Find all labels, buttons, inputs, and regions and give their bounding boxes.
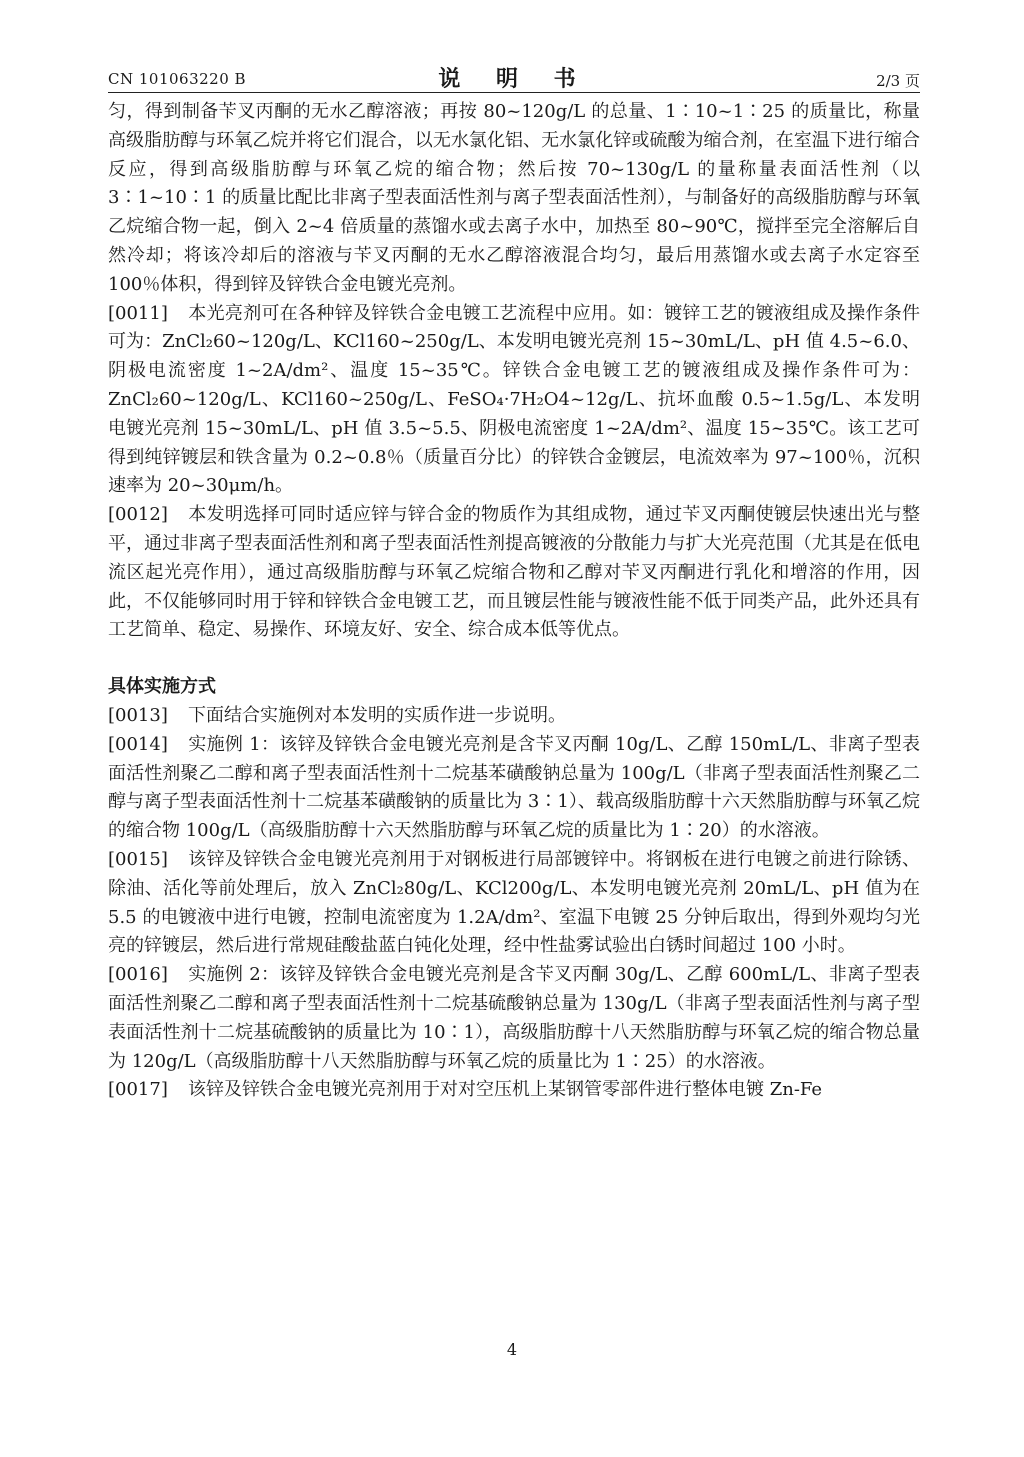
page-number: 4 [506, 1340, 518, 1359]
paragraph-number: [0015] [108, 848, 168, 870]
paragraph [108, 961, 920, 1076]
header-rule [108, 92, 920, 93]
page-fraction: 2/3 页 [876, 72, 920, 90]
paragraph-text: 匀，得到制备苄叉丙酮的无水乙醇溶液；再按 80~120g/L 的总量、1∶10~1∶25 的质量比，称量高级脂肪醇与环氧乙烷并将它们混合，以无水氯化铝、无水氯化锌或硫酸为缩合剂，在室温下进行缩合反应，得到高级脂肪醇与环氧乙烷的缩合物；然后按 70~130g/L 的量称量表面活性剂（以 3∶1~10∶1 的质量比配比非离子型表面活性剂与离子型表面活性剂），与制备好的高级脂肪醇与环氧乙烷缩合物一起，倒入 2~4 倍质量的蒸馏水或去离子水中，加热至 80~90℃，搅拌至完全溶解后自然冷却；将该冷却后的溶液与苄叉丙酮的无水乙醇溶液混合均匀，最后用蒸馏水或去离子水定容至 100％体积，得到锌及锌铁合金电镀光亮剂。 [108, 101, 920, 295]
paragraph-text: 实施例 2：该锌及锌铁合金电镀光亮剂是含苄叉丙酮 30g/L、乙醇 600mL/L、非离子型表面活性剂聚乙二醇和离子型表面活性剂十二烷基硫酸钠总量为 130g/L（非离子型表面活性剂与离子型表面活性剂十二烷基硫酸钠的质量比为 10∶1），高级脂肪醇十八天然脂肪醇与环氧乙烷的缩合物总量为 120g/L（高级脂肪醇十八天然脂肪醇与环氧乙烷的质量比为 1∶25）的水溶液。 [108, 964, 920, 1072]
paragraph [108, 702, 920, 731]
paragraph-text: 实施例 1：该锌及锌铁合金电镀光亮剂是含苄叉丙酮 10g/L、乙醇 150mL/L、非离子型表面活性剂聚乙二醇和离子型表面活性剂十二烷基苯磺酸钠总量为 100g/L（非离子型表面活性剂聚乙二醇与离子型表面活性剂十二烷基苯磺酸钠的质量比为 3∶1）、载高级脂肪醇十六天然脂肪醇与环氧乙烷的缩合物 100g/L（高级脂肪醇十六天然脂肪醇与环氧乙烷的质量比为 1∶20）的水溶液。 [108, 733, 920, 842]
paragraph-number: [0014] [108, 733, 168, 755]
paragraph [108, 731, 920, 846]
paragraph-text: 该锌及锌铁合金电镀光亮剂用于对钢板进行局部镀锌中。将钢板在进行电镀之前进行除锈、除油、活化等前处理后，放入 ZnCl₂80g/L、KCl200g/L、本发明电镀光亮剂 20mL/L、pH 值为在 5.5 的电镀液中进行电镀，控制电流密度为 1.2A/dm²、室温下电镀 25 分钟后取出，得到外观均匀光亮的锌镀层，然后进行常规硅酸盐蓝白钝化处理，经中性盐雾试验出白锈时间超过 100 小时。 [108, 848, 920, 957]
paragraph [108, 1076, 920, 1105]
page-header [108, 58, 920, 94]
paragraph-group-after [108, 702, 920, 1105]
section-heading: 具体实施方式 [108, 676, 216, 698]
paragraph-number: [0016] [108, 964, 168, 986]
paragraph-text: 本光亮剂可在各种锌及锌铁合金电镀工艺流程中应用。如：镀锌工艺的镀液组成及操作条件可为：ZnCl₂60~120g/L、KCl160~250g/L、本发明电镀光亮剂 15~30mL/L、pH 值 4.5~6.0、阴极电流密度 1~2A/dm²、温度 15~35℃。锌铁合金电镀工艺的镀液组成及操作条件可为：ZnCl₂60~120g/L、KCl160~250g/L、FeSO₄·7H₂O4~12g/L、抗坏血酸 0.5~1.5g/L、本发明电镀光亮剂 15~30mL/L、pH 值 3.5~5.5、阴极电流密度 1~2A/dm²、温度 15~35℃。该工艺可得到纯锌镀层和铁含量为 0.2~0.8％（质量百分比）的锌铁合金镀层，电流效率为 97~100％，沉积速率为 20~30μm/h。 [108, 302, 920, 497]
paragraph-number: [0011] [108, 302, 168, 324]
patent-number: CN 101063220 B [108, 70, 247, 88]
paragraph [108, 501, 920, 645]
paragraph-text: 下面结合实施例对本发明的实质作进一步说明。 [188, 704, 566, 726]
paragraph [108, 300, 920, 502]
paragraph-number: [0012] [108, 504, 168, 526]
paragraph-text: 该锌及锌铁合金电镀光亮剂用于对对空压机上某钢管零部件进行整体电镀 Zn-Fe [188, 1079, 823, 1101]
paragraph [108, 98, 920, 300]
document-title: 说 明 书 [438, 66, 590, 92]
paragraph-text: 本发明选择可同时适应锌与锌合金的物质作为其组成物，通过苄叉丙酮使镀层快速出光与整平，通过非离子型表面活性剂和离子型表面活性剂提高镀液的分散能力与扩大光亮范围（尤其是在低电流区起光亮作用），通过高级脂肪醇与环氧乙烷缩合物和乙醇对苄叉丙酮进行乳化和增溶的作用，因此，不仅能够同时用于锌和锌铁合金电镀工艺，而且镀层性能与镀液性能不低于同类产品，此外还具有工艺简单、稳定、易操作、环境友好、安全、综合成本低等优点。 [108, 504, 920, 641]
paragraph [108, 846, 920, 961]
paragraph-group-before [108, 98, 920, 645]
paragraph-number: [0013] [108, 704, 168, 726]
document-body [108, 98, 920, 1105]
paragraph-number: [0017] [108, 1079, 168, 1101]
